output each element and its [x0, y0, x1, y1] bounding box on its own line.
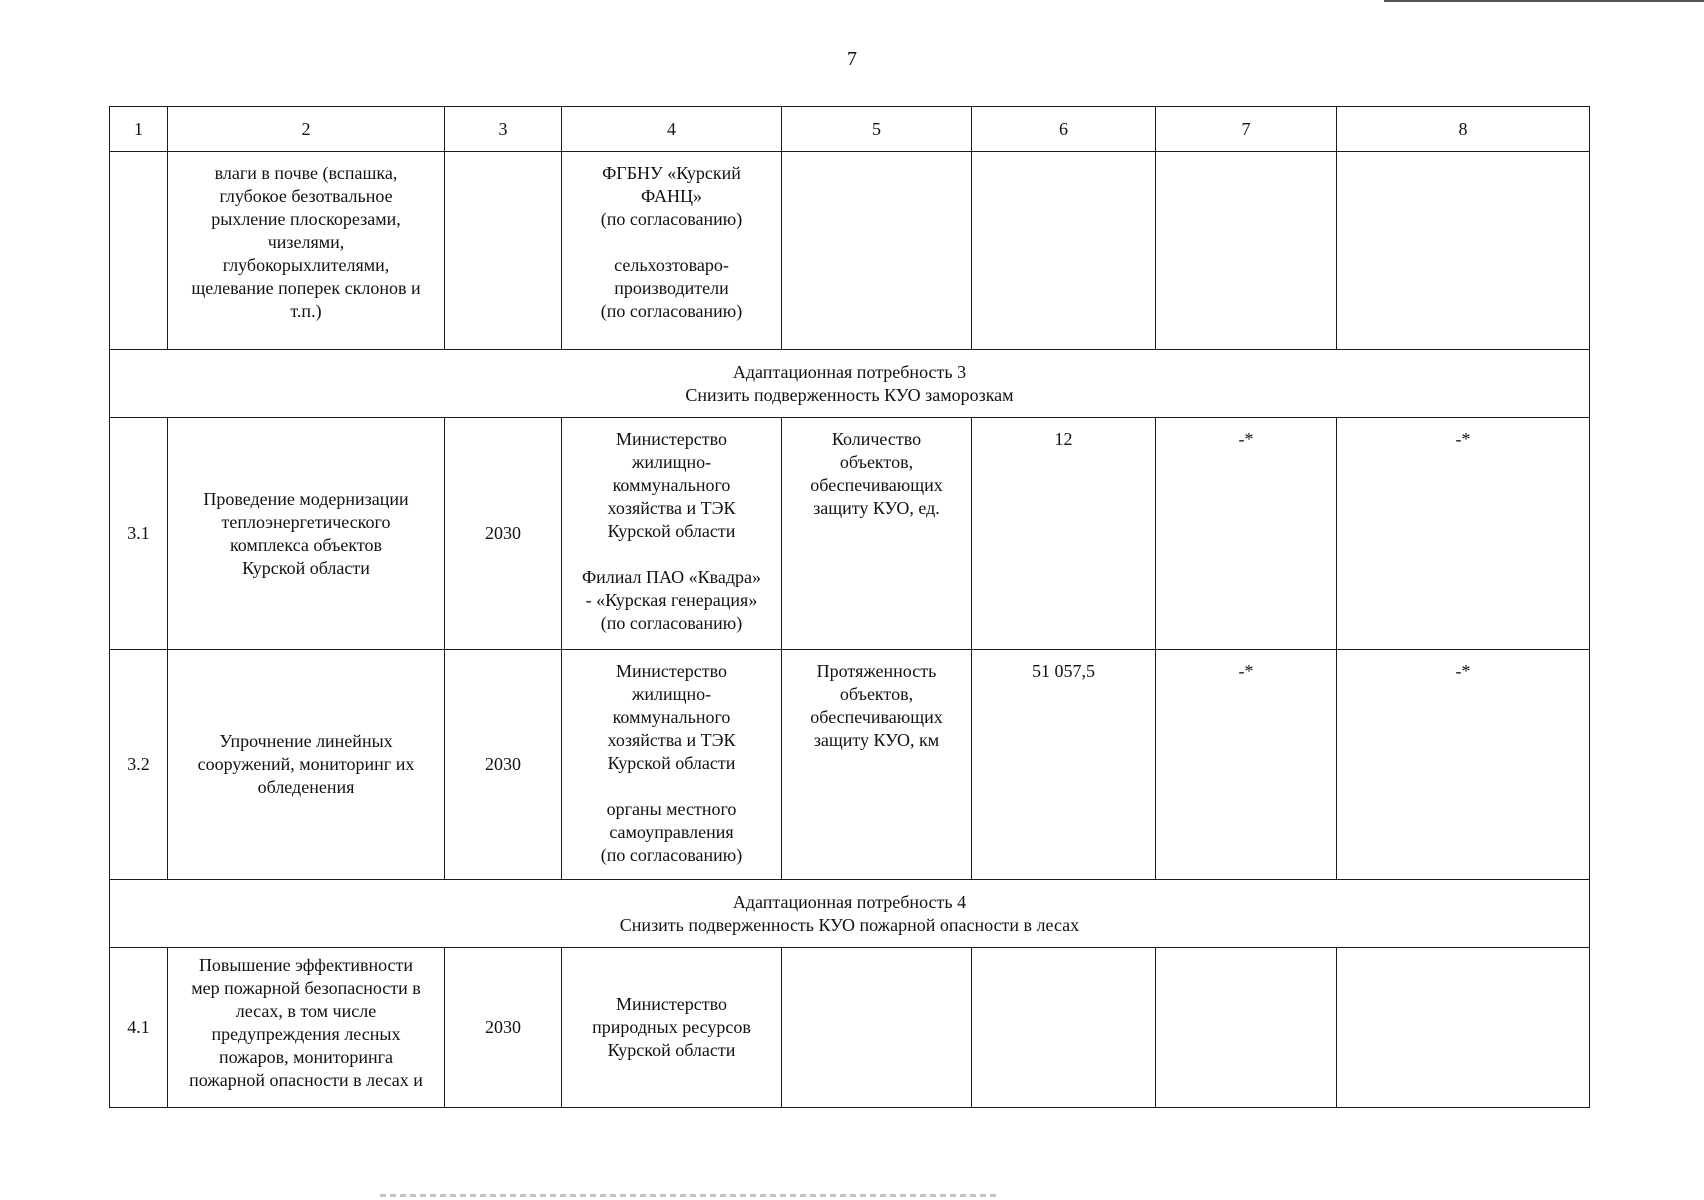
- measure-cell: Проведение модернизации теплоэнергетического комплекса объектов Курской области: [168, 418, 445, 650]
- indicator-cell: [782, 152, 972, 350]
- measures-table: [109, 106, 1590, 1108]
- measure-cell: Упрочнение линейных сооружений, мониторинг их обледенения: [168, 650, 445, 880]
- value-cell: 12: [972, 418, 1156, 650]
- executors-cell: ФГБНУ «Курский ФАНЦ» (по согласованию) сельхозтоваро- производители (по согласованию): [562, 152, 782, 350]
- table-header-row: [110, 107, 1590, 152]
- col8-cell: [1337, 152, 1590, 350]
- header-cell-8: 8: [1337, 107, 1590, 152]
- col8-cell: -*: [1337, 418, 1590, 650]
- col7-cell: -*: [1156, 650, 1337, 880]
- header-cell-3: 3: [445, 107, 562, 152]
- year-cell: [445, 152, 562, 350]
- col8-cell: -*: [1337, 650, 1590, 880]
- measure-cell: влаги в почве (вспашка, глубокое безотвальное рыхление плоскорезами, чизелями, глубокорыхлителями, щелевание поперек склонов и т.п.): [168, 152, 445, 350]
- row-number-cell: 3.1: [110, 418, 168, 650]
- section-header-4: [110, 880, 1590, 948]
- header-cell-6: 6: [972, 107, 1156, 152]
- table-row-4-1: [110, 948, 1590, 1108]
- row-number-cell: 4.1: [110, 948, 168, 1108]
- row-number-cell: [110, 152, 168, 350]
- executors-cell: Министерство жилищно- коммунального хозяйства и ТЭК Курской области Филиал ПАО «Квадра» - «Курская генерация» (по согласованию): [562, 418, 782, 650]
- header-cell-7: 7: [1156, 107, 1337, 152]
- scan-edge-line: [1384, 0, 1704, 2]
- year-cell: 2030: [445, 948, 562, 1108]
- header-cell-4: 4: [562, 107, 782, 152]
- col7-cell: [1156, 152, 1337, 350]
- year-cell: 2030: [445, 650, 562, 880]
- table-row-continuation: [110, 152, 1590, 350]
- col7-cell: [1156, 948, 1337, 1108]
- col7-cell: -*: [1156, 418, 1337, 650]
- value-cell: [972, 152, 1156, 350]
- indicator-cell: Протяженность объектов, обеспечивающих защиту КУО, км: [782, 650, 972, 880]
- indicator-cell: [782, 948, 972, 1108]
- measure-cell: Повышение эффективности мер пожарной безопасности в лесах, в том числе предупреждения лесных пожаров, мониторинга пожарной опасности в лесах и: [168, 948, 445, 1108]
- col8-cell: [1337, 948, 1590, 1108]
- executors-cell: Министерство жилищно- коммунального хозяйства и ТЭК Курской области органы местного самоуправления (по согласованию): [562, 650, 782, 880]
- scan-artifact-line: [380, 1194, 1000, 1197]
- year-cell: 2030: [445, 418, 562, 650]
- header-cell-2: 2: [168, 107, 445, 152]
- table-row-3-1: [110, 418, 1590, 650]
- row-number-cell: 3.2: [110, 650, 168, 880]
- section-title-4: Адаптационная потребность 4 Снизить подверженность КУО пожарной опасности в лесах: [110, 880, 1590, 948]
- header-cell-1: 1: [110, 107, 168, 152]
- section-header-3: [110, 350, 1590, 418]
- table-row-3-2: [110, 650, 1590, 880]
- value-cell: [972, 948, 1156, 1108]
- page-number: 7: [847, 48, 857, 70]
- executors-cell: Министерство природных ресурсов Курской области: [562, 948, 782, 1108]
- section-title-3: Адаптационная потребность 3 Снизить подверженность КУО заморозкам: [110, 350, 1590, 418]
- value-cell: 51 057,5: [972, 650, 1156, 880]
- header-cell-5: 5: [782, 107, 972, 152]
- indicator-cell: Количество объектов, обеспечивающих защиту КУО, ед.: [782, 418, 972, 650]
